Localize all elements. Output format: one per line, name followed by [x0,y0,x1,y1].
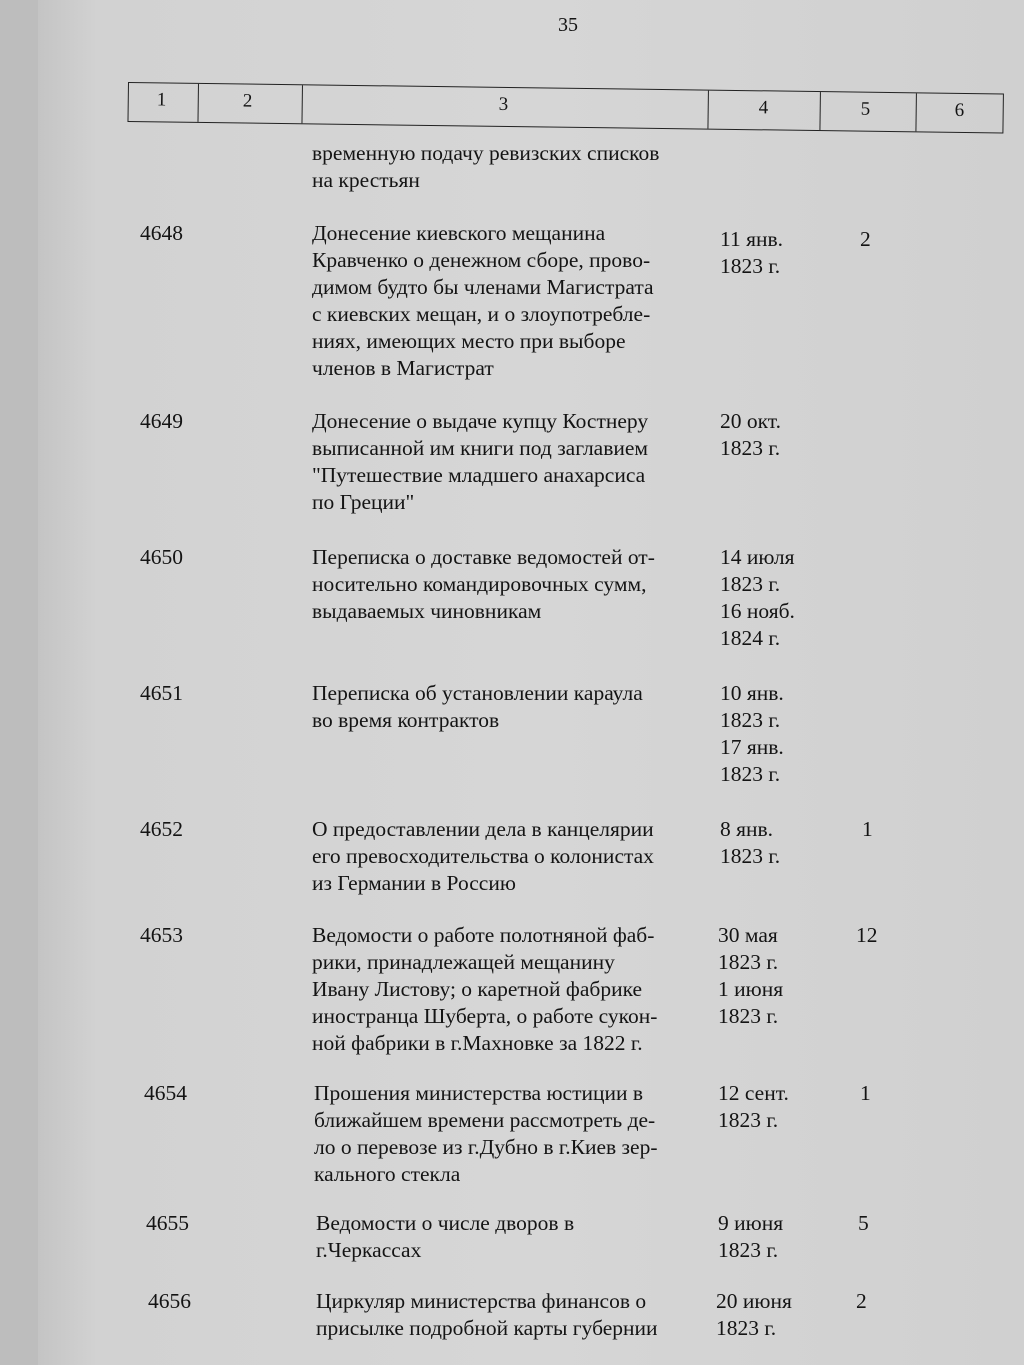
column-header-1: 1 [128,83,198,122]
entry-number: 4653 [140,923,183,947]
entry-date: 8 янв. 1823 г. [720,817,781,868]
entry-date: 20 окт. 1823 г. [720,409,781,460]
entry-date: 9 июня 1823 г. [718,1211,784,1262]
entry-sheets: 2 [860,227,871,251]
entry-title: Переписка об установлении караула во время контрактов [312,681,643,732]
entry-sheets: 5 [858,1211,869,1235]
entry-date: 11 янв. 1823 г. [720,227,783,278]
binding-margin [0,0,39,1365]
entry-date: 14 июля 1823 г. 16 нояб. 1824 г. [720,545,795,650]
entry-number: 4656 [148,1289,191,1313]
entry-date: 10 янв. 1823 г. 17 янв. 1823 г. [720,681,784,786]
entry-number: 4654 [144,1081,187,1105]
entry-title: Ведомости о работе полотняной фаб- рики, принадлежащей мещанину Ивану Листову; о каретной фабрике иностранца Шуберта, о работе сукон- ной фабрики в г.Махновке за 1822 г. [312,923,658,1055]
entry-number: 4648 [140,221,183,245]
entry-title: О предоставлении дела в канцелярии его превосходительства о колонистах из Германии в Россию [312,817,654,895]
entry-sheets: 1 [860,1081,871,1105]
entry-title: Донесение киевского мещанина Кравченко о денежном сборе, прово- димом будто бы членами Магистрата с киевских мещан, и о злоупотребле- ниях, имеющих место при выборе членов в Магистрат [312,221,654,380]
entry-sheets: 1 [862,817,873,841]
column-header-4: 4 [708,91,820,130]
entry-title: Донесение о выдаче купцу Костнеру выписанной им книги под заглавием "Путешествие младшего анахарсиса по Греции" [312,409,649,514]
entry-number: 4651 [140,681,183,705]
entry-title: Циркуляр министерства финансов о присылке подробной карты губернии [316,1289,658,1340]
entry-title: Переписка о доставке ведомостей от- носительно командировочных сумм, выдаваемых чиновникам [312,545,655,623]
entry-title: Ведомости о числе дворов в г.Черкассах [316,1211,575,1262]
column-header-5: 5 [820,92,916,131]
column-header-6: 6 [954,99,965,121]
entry-date: 30 мая 1823 г. 1 июня 1823 г. [718,923,784,1028]
entry-date: 20 июня 1823 г. [716,1289,792,1340]
entry-date: 12 сент. 1823 г. [718,1081,789,1132]
entry-sheets: 2 [856,1289,867,1313]
entry-number: 4652 [140,817,183,841]
entry-number: 4650 [140,545,183,569]
column-header-3: 3 [302,85,708,128]
entry-number: 4655 [146,1211,189,1235]
entry-title: временную подачу ревизских списков на крестьян [312,141,660,192]
entry-number: 4649 [140,409,183,433]
page-number: 35 [558,14,578,36]
entry-title: Прошения министерства юстиции в ближайшем времени рассмотреть де- ло о перевозе из г.Дубно в г.Киев зер- кального стекла [314,1081,658,1186]
column-header-2: 2 [198,84,302,123]
entry-sheets: 12 [856,923,878,947]
